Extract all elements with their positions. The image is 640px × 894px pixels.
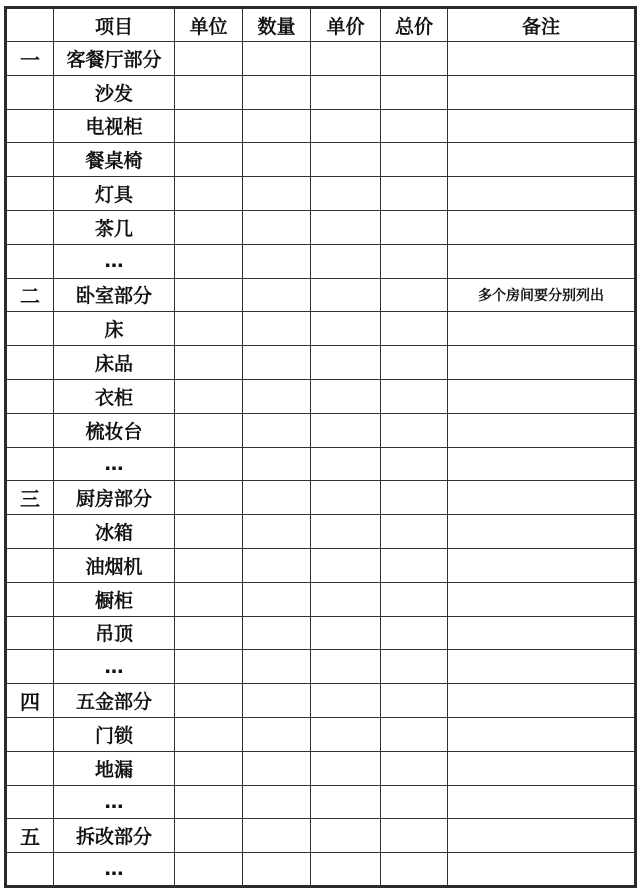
row-total-price [381,177,448,211]
table-row [6,278,636,312]
row-unit [175,75,243,109]
row-quantity [243,109,311,143]
header-row [6,8,636,42]
row-total-price [381,751,448,785]
row-quantity [243,684,311,718]
table-row [6,853,636,887]
table-row [6,177,636,211]
row-remarks [448,853,636,887]
table-row [6,650,636,684]
row-remarks [448,244,636,278]
table-row [6,413,636,447]
row-index [6,379,54,413]
row-remarks [448,42,636,76]
row-unit-price [311,481,381,515]
row-unit [175,413,243,447]
row-total-price [381,515,448,549]
row-remarks [448,819,636,853]
row-item: … [54,244,175,278]
row-remarks [448,379,636,413]
table-row [6,346,636,380]
table-row [6,548,636,582]
row-index [6,582,54,616]
row-remarks [448,650,636,684]
row-quantity [243,210,311,244]
row-unit-price [311,346,381,380]
row-total-price [381,109,448,143]
row-unit-price [311,650,381,684]
row-quantity [243,616,311,650]
table-row [6,785,636,819]
row-item: 梳妆台 [54,413,175,447]
row-total-price [381,650,448,684]
budget-table [4,6,637,888]
row-item: … [54,853,175,887]
row-quantity [243,177,311,211]
row-unit-price [311,684,381,718]
table-row [6,717,636,751]
row-unit-price [311,75,381,109]
table-row [6,751,636,785]
header-index [6,8,54,42]
row-item: … [54,650,175,684]
row-remarks [448,717,636,751]
row-index: 四 [6,684,54,718]
row-remarks [448,548,636,582]
table-row [6,210,636,244]
row-remarks [448,109,636,143]
row-item: 门锁 [54,717,175,751]
row-quantity [243,75,311,109]
row-unit-price [311,244,381,278]
row-remarks [448,481,636,515]
table-row [6,447,636,481]
row-unit [175,717,243,751]
row-index [6,717,54,751]
row-unit-price [311,447,381,481]
row-remarks [448,75,636,109]
table-row [6,819,636,853]
row-remarks [448,616,636,650]
table-row [6,312,636,346]
row-index [6,616,54,650]
row-quantity [243,42,311,76]
row-item: 卧室部分 [54,278,175,312]
row-index [6,515,54,549]
row-index: 一 [6,42,54,76]
row-quantity [243,548,311,582]
row-unit [175,548,243,582]
row-total-price [381,447,448,481]
row-item: 餐桌椅 [54,143,175,177]
row-remarks [448,312,636,346]
row-index [6,548,54,582]
header-remarks: 备注 [448,8,636,42]
row-index [6,413,54,447]
row-index: 二 [6,278,54,312]
row-unit [175,447,243,481]
row-unit [175,515,243,549]
row-quantity [243,413,311,447]
row-remarks [448,143,636,177]
row-unit-price [311,413,381,447]
row-unit-price [311,785,381,819]
row-item: 拆改部分 [54,819,175,853]
header-quantity: 数量 [243,8,311,42]
row-unit-price [311,717,381,751]
row-index [6,177,54,211]
row-index [6,244,54,278]
row-unit-price [311,582,381,616]
row-index [6,109,54,143]
row-unit-price [311,109,381,143]
row-item: … [54,447,175,481]
row-item: 冰箱 [54,515,175,549]
row-index [6,143,54,177]
row-unit [175,582,243,616]
row-item: 床品 [54,346,175,380]
row-unit [175,312,243,346]
row-item: 床 [54,312,175,346]
row-unit [175,819,243,853]
row-quantity [243,751,311,785]
row-index: 三 [6,481,54,515]
row-total-price [381,684,448,718]
row-index [6,312,54,346]
row-total-price [381,481,448,515]
row-unit [175,853,243,887]
row-quantity [243,717,311,751]
row-unit [175,616,243,650]
row-quantity [243,853,311,887]
row-total-price [381,42,448,76]
header-unit: 单位 [175,8,243,42]
row-unit [175,42,243,76]
row-index [6,650,54,684]
row-unit-price [311,853,381,887]
row-unit [175,650,243,684]
row-item: 五金部分 [54,684,175,718]
row-item: 橱柜 [54,582,175,616]
header-total-price: 总价 [381,8,448,42]
row-unit-price [311,819,381,853]
row-quantity [243,278,311,312]
row-index [6,751,54,785]
row-item: 沙发 [54,75,175,109]
row-unit [175,346,243,380]
header-item: 项目 [54,8,175,42]
row-remarks [448,177,636,211]
row-index [6,853,54,887]
row-unit-price [311,312,381,346]
row-item: 衣柜 [54,379,175,413]
row-quantity [243,312,311,346]
row-quantity [243,143,311,177]
table-row [6,481,636,515]
table-row [6,515,636,549]
row-index [6,346,54,380]
row-item: 电视柜 [54,109,175,143]
header-unit-price: 单价 [311,8,381,42]
row-remarks [448,447,636,481]
row-quantity [243,582,311,616]
row-unit [175,278,243,312]
row-quantity [243,447,311,481]
row-total-price [381,785,448,819]
table-row [6,684,636,718]
row-unit-price [311,616,381,650]
row-unit-price [311,143,381,177]
row-total-price [381,75,448,109]
table-row [6,379,636,413]
row-unit [175,210,243,244]
row-item: 油烟机 [54,548,175,582]
row-total-price [381,244,448,278]
row-item: 厨房部分 [54,481,175,515]
row-quantity [243,379,311,413]
row-remarks [448,413,636,447]
row-total-price [381,853,448,887]
row-total-price [381,582,448,616]
row-total-price [381,143,448,177]
row-remarks [448,210,636,244]
row-unit [175,481,243,515]
row-unit [175,684,243,718]
row-unit-price [311,278,381,312]
row-remarks [448,582,636,616]
row-total-price [381,278,448,312]
row-item: 茶几 [54,210,175,244]
row-total-price [381,548,448,582]
row-unit [175,785,243,819]
row-index [6,785,54,819]
table-row [6,582,636,616]
row-total-price [381,210,448,244]
row-total-price [381,413,448,447]
table-row [6,143,636,177]
row-unit-price [311,515,381,549]
row-quantity [243,244,311,278]
row-unit [175,177,243,211]
row-remarks [448,515,636,549]
row-quantity [243,785,311,819]
row-index [6,75,54,109]
row-unit [175,109,243,143]
row-item: 地漏 [54,751,175,785]
row-total-price [381,819,448,853]
table-row [6,616,636,650]
row-remarks [448,785,636,819]
row-unit-price [311,210,381,244]
row-unit [175,379,243,413]
row-unit-price [311,751,381,785]
table-row [6,244,636,278]
row-total-price [381,616,448,650]
row-quantity [243,819,311,853]
row-index [6,447,54,481]
row-total-price [381,346,448,380]
row-item: 吊顶 [54,616,175,650]
row-unit [175,751,243,785]
row-index: 五 [6,819,54,853]
row-total-price [381,379,448,413]
row-remarks [448,751,636,785]
row-remarks [448,346,636,380]
row-quantity [243,346,311,380]
row-quantity [243,481,311,515]
row-item: 客餐厅部分 [54,42,175,76]
table-body [6,42,636,887]
row-remarks: 多个房间要分别列出 [448,278,636,312]
table-row [6,42,636,76]
row-quantity [243,515,311,549]
row-quantity [243,650,311,684]
table-row [6,109,636,143]
row-unit-price [311,548,381,582]
row-total-price [381,717,448,751]
row-item: 灯具 [54,177,175,211]
row-unit-price [311,42,381,76]
row-unit [175,244,243,278]
row-unit [175,143,243,177]
row-unit-price [311,177,381,211]
table-row [6,75,636,109]
row-total-price [381,312,448,346]
row-remarks [448,684,636,718]
row-index [6,210,54,244]
row-item: … [54,785,175,819]
row-unit-price [311,379,381,413]
